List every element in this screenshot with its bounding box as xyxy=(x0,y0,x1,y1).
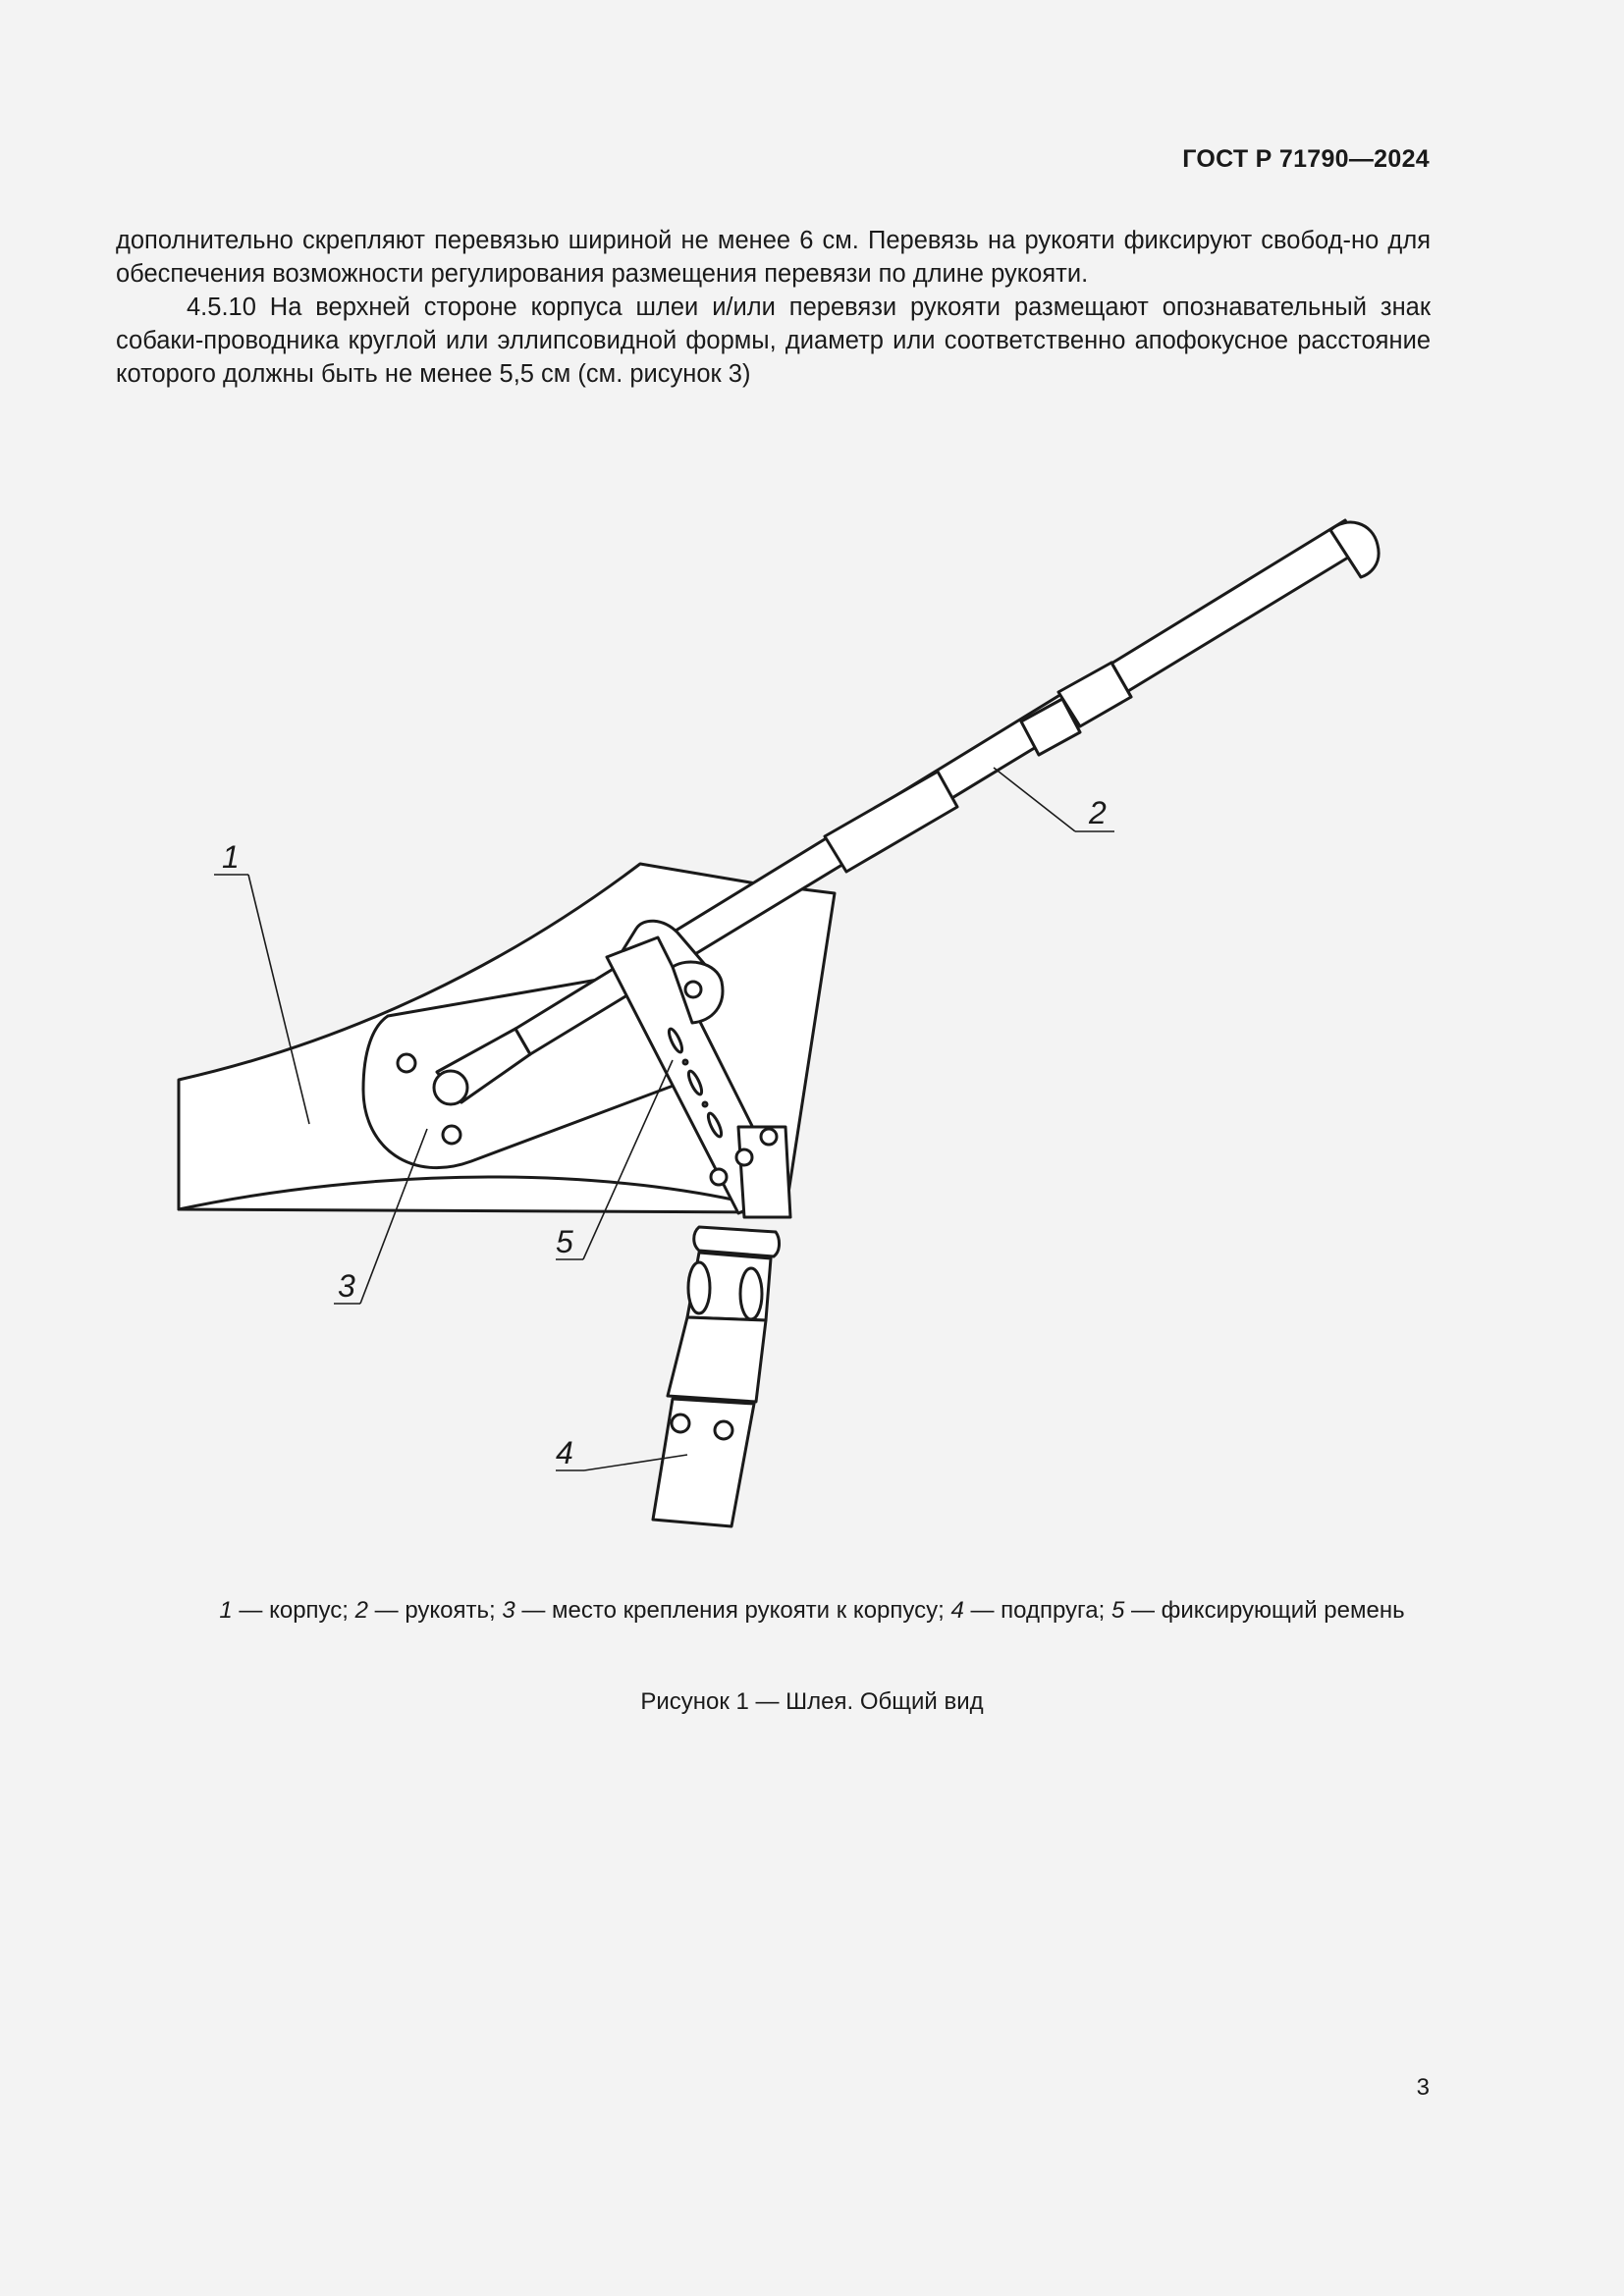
plate-rivet xyxy=(443,1126,460,1144)
legend-num: 2 xyxy=(354,1597,368,1624)
legend-text: — рукоять; xyxy=(367,1597,503,1624)
legend-num: 5 xyxy=(1110,1597,1125,1624)
legend-text: — корпус; xyxy=(232,1597,355,1624)
buckle-lower xyxy=(668,1317,766,1402)
legend-text: — место крепления рукояти к корпусу; xyxy=(514,1597,951,1624)
plate-rivet xyxy=(398,1054,415,1072)
girth-strap xyxy=(653,1399,754,1526)
figure-legend xyxy=(0,1597,1624,1625)
paragraph-4-5-10: 4.5.10 На верхней стороне корпуса шлеи и/или перевязи рукояти размещают опознавательный знак собаки-проводника круглой или эллипсовидной формы, диаметр или соответственно апофокусное расстояние которого должны быть не менее 5,5 см (см. рисунок 3) xyxy=(116,294,1431,388)
callout-4: 4 xyxy=(556,1435,573,1470)
callout-1: 1 xyxy=(222,839,240,875)
legend-text: — фиксирующий ремень xyxy=(1124,1597,1405,1624)
paragraph-continuation: дополнительно скрепляют перевязью шириной не менее 6 см. Перевязь на рукояти фиксируют свобод-но для обеспечения возможности регулирования размещения перевязи по длине рукояти. xyxy=(116,227,1431,288)
legend-num: 4 xyxy=(950,1597,964,1624)
legend-text: — подпруга; xyxy=(963,1597,1111,1624)
callout-3: 3 xyxy=(338,1268,355,1304)
page-number: 3 xyxy=(1416,2074,1430,2101)
buckle-slot xyxy=(740,1268,762,1319)
handle-sleeve xyxy=(825,772,957,872)
document-standard-number: ГОСТ Р 71790—2024 xyxy=(1182,145,1430,173)
callout-2: 2 xyxy=(1089,795,1107,830)
handle-pivot xyxy=(434,1071,467,1104)
legend-num: 3 xyxy=(502,1597,515,1624)
legend-num: 1 xyxy=(219,1597,233,1624)
callout-5: 5 xyxy=(556,1224,573,1259)
figure-caption: Рисунок 1 — Шлея. Общий вид xyxy=(640,1688,984,1715)
buckle-slot xyxy=(688,1262,710,1313)
